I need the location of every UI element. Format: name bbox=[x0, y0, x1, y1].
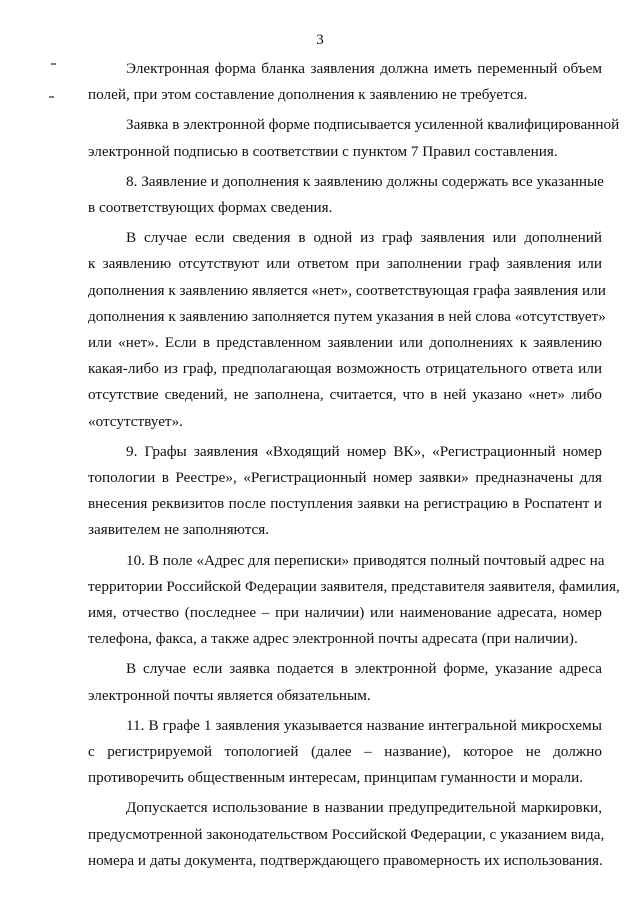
page-number: 3 bbox=[316, 32, 324, 48]
paragraph bbox=[88, 439, 602, 544]
text-line: имя, отчество (последнее – при наличии) или наименование адресата, номер bbox=[88, 604, 602, 622]
paragraph bbox=[88, 548, 620, 653]
text-line: Заявка в электронной форме подписывается усиленной квалифицированной bbox=[126, 116, 620, 134]
text-line: противоречить общественным интересам, принципам гуманности и морали. bbox=[88, 769, 584, 787]
text-line: отсутствие сведений, не заполнена, считается, что в ней указано «нет» либо bbox=[88, 386, 602, 404]
text-line: 9. Графы заявления «Входящий номер ВК», «Регистрационный номер bbox=[126, 442, 602, 460]
paragraph bbox=[88, 56, 602, 108]
text-line: электронной подписью в соответствии с пунктом 7 Правил составления. bbox=[88, 142, 558, 160]
paragraph bbox=[88, 656, 602, 708]
text-line: с регистрируемой топологией (далее – название), которое не должно bbox=[88, 743, 602, 761]
text-line: Допускается использование в названии предупредительной маркировки, bbox=[126, 799, 602, 817]
paragraph bbox=[88, 225, 606, 435]
text-line: территории Российской Федерации заявителя, представителя заявителя, фамилия, bbox=[88, 577, 620, 595]
text-line: дополнения к заявлению заполняется путем указания в ней слова «отсутствует» bbox=[88, 307, 606, 325]
text-line: дополнения к заявлению является «нет», соответствующая графа заявления или bbox=[88, 281, 606, 299]
text-line: топологии в Реестре», «Регистрационный номер заявки» предназначены для bbox=[88, 469, 602, 487]
text-line: телефона, факса, а также адрес электронной почты адресата (при наличии). bbox=[88, 630, 578, 648]
text-line: к заявлению отсутствуют или ответом при заполнении граф заявления или bbox=[88, 255, 602, 273]
scan-mark bbox=[51, 63, 56, 65]
text-line: В случае если заявка подается в электронной форме, указание адреса bbox=[126, 660, 602, 678]
text-line: номера и даты документа, подтверждающего правомерность их использования. bbox=[88, 851, 603, 869]
text-line: или «нет». Если в представленном заявлении или дополнениях к заявлению bbox=[88, 334, 602, 352]
paragraph bbox=[88, 169, 602, 221]
text-line: в соответствующих формах сведения. bbox=[88, 199, 333, 217]
text-line: предусмотренной законодательством Российской Федерации, с указанием вида, bbox=[88, 825, 605, 843]
text-line: заявителем не заполняются. bbox=[88, 521, 270, 539]
text-line: В случае если сведения в одной из граф заявления или дополнений bbox=[126, 229, 602, 247]
paragraph bbox=[88, 112, 620, 164]
text-line: «отсутствует». bbox=[88, 412, 183, 430]
document-body bbox=[88, 56, 620, 874]
paragraph bbox=[88, 795, 605, 874]
scan-mark bbox=[49, 96, 54, 98]
text-line: какая-либо из граф, предполагающая возможность отрицательного ответа или bbox=[88, 360, 602, 378]
text-line: полей, при этом составление дополнения к заявлению не требуется. bbox=[88, 86, 528, 104]
paragraph bbox=[88, 713, 602, 792]
text-line: внесения реквизитов после поступления заявки на регистрацию в Роспатент и bbox=[88, 495, 602, 513]
text-line: Электронная форма бланка заявления должна иметь переменный объем bbox=[126, 60, 602, 77]
text-line: 8. Заявление и дополнения к заявлению должны содержать все указанные bbox=[126, 172, 604, 190]
text-line: электронной почты является обязательным. bbox=[88, 686, 371, 704]
text-line: 11. В графе 1 заявления указывается название интегральной микросхемы bbox=[126, 716, 602, 734]
text-line: 10. В поле «Адрес для переписки» приводятся полный почтовый адрес на bbox=[126, 551, 605, 569]
